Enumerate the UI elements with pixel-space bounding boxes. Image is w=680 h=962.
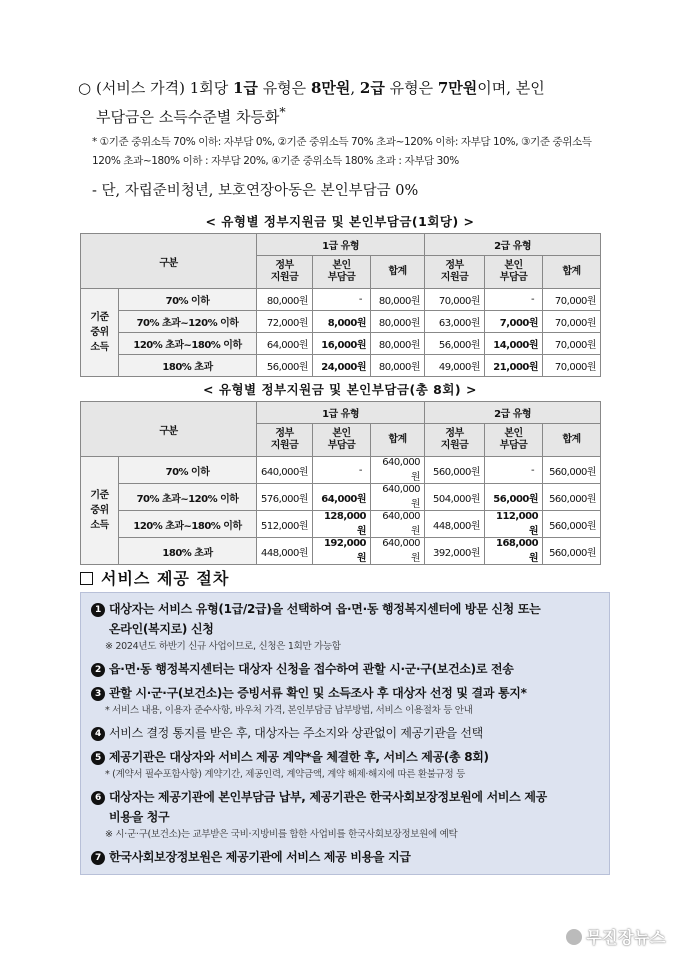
step-6-text: 대상자는 제공기관에 본인부담금 납부, 제공기관은 한국사회보장정보원에 서비스 제공 xyxy=(109,790,547,804)
step-3-text: 관할 시·군·구(보건소)는 증빙서류 확인 및 소득조사 후 대상자 선정 및 결과 통지* xyxy=(109,686,527,700)
table-row xyxy=(81,355,601,377)
income-level: 70% 초과~120% 이하 xyxy=(119,311,257,333)
number-1-icon: 1 xyxy=(91,603,105,617)
step-1-note: ※ 2024년도 하반기 신규 사업이므로, 신청은 1회만 가능함 xyxy=(105,641,341,652)
table2-header-group: 구분 xyxy=(81,402,257,457)
self-pay: 24,000원 xyxy=(313,355,371,377)
table-row xyxy=(81,511,601,538)
total: 640,000원 xyxy=(371,484,425,511)
self-pay: 7,000원 xyxy=(485,311,543,333)
gov-support: 392,000원 xyxy=(425,538,485,565)
self-pay: - xyxy=(485,289,543,311)
table-row xyxy=(81,538,601,565)
self-pay: 112,000원 xyxy=(485,511,543,538)
total: 640,000원 xyxy=(371,538,425,565)
self-pay: 168,000원 xyxy=(485,538,543,565)
self-pay: - xyxy=(313,457,371,484)
step-1 xyxy=(91,599,599,639)
income-level: 70% 이하 xyxy=(119,289,257,311)
table2-header-type2: 2급 유형 xyxy=(425,402,601,424)
total: 560,000원 xyxy=(543,457,601,484)
total: 640,000원 xyxy=(371,511,425,538)
table1-col-self-2: 본인 부담금 xyxy=(485,256,543,289)
income-level: 180% 초과 xyxy=(119,538,257,565)
table1-col-self-1: 본인 부담금 xyxy=(313,256,371,289)
step-5-note: * (계약서 필수포함사항) 계약기간, 제공인력, 계약금액, 계약 해제·해지에 따른 환불규정 등 xyxy=(105,769,466,780)
income-level: 120% 초과~180% 이하 xyxy=(119,333,257,355)
table-row xyxy=(81,311,601,333)
total: 640,000원 xyxy=(371,457,425,484)
step-5 xyxy=(91,747,599,767)
table1-header-type1: 1급 유형 xyxy=(257,234,425,256)
table-row xyxy=(81,484,601,511)
table2-col-sum-1: 합계 xyxy=(371,424,425,457)
gov-support: 49,000원 xyxy=(425,355,485,377)
circle-bullet-icon: ○ xyxy=(78,79,92,97)
gov-support: 448,000원 xyxy=(425,511,485,538)
gov-support: 56,000원 xyxy=(257,355,313,377)
table1-col-sum-2: 합계 xyxy=(543,256,601,289)
total: 80,000원 xyxy=(371,333,425,355)
price-type2: 2급 xyxy=(359,79,385,97)
gov-support: 512,000원 xyxy=(257,511,313,538)
price-text-i: 이며, 본인 xyxy=(477,79,545,97)
table2-col-gov-1: 정부 지원금 xyxy=(257,424,313,457)
price-type1: 1급 xyxy=(232,79,258,97)
table1-header-type2: 2급 유형 xyxy=(425,234,601,256)
table1-col-gov-1: 정부 지원금 xyxy=(257,256,313,289)
table-row xyxy=(81,457,601,484)
step-1-text-cont: 온라인(복지로) 신청 xyxy=(109,622,214,636)
step-4 xyxy=(91,723,599,743)
gov-support: 56,000원 xyxy=(425,333,485,355)
table2-col-self-1: 본인 부담금 xyxy=(313,424,371,457)
income-level: 180% 초과 xyxy=(119,355,257,377)
table2-col-self-2: 본인 부담금 xyxy=(485,424,543,457)
step-7-text: 한국사회보장정보원은 제공기관에 서비스 제공 비용을 지급 xyxy=(109,850,411,864)
number-2-icon: 2 xyxy=(91,663,105,677)
checkbox-square-icon xyxy=(80,572,93,585)
total: 80,000원 xyxy=(371,355,425,377)
number-5-icon: 5 xyxy=(91,751,105,765)
step-5-text: 제공기관은 대상자와 서비스 제공 계약*을 체결한 후, 서비스 제공(총 8회) xyxy=(109,750,489,764)
total: 560,000원 xyxy=(543,484,601,511)
income-level: 70% 초과~120% 이하 xyxy=(119,484,257,511)
table1-col-sum-1: 합계 xyxy=(371,256,425,289)
total: 560,000원 xyxy=(543,538,601,565)
self-pay: - xyxy=(313,289,371,311)
watermark-logo-icon xyxy=(566,929,582,945)
table2-col-sum-2: 합계 xyxy=(543,424,601,457)
self-pay: 56,000원 xyxy=(485,484,543,511)
watermark-text: 무진장뉴스 xyxy=(586,928,666,947)
section-title xyxy=(80,566,229,589)
self-pay: 192,000원 xyxy=(313,538,371,565)
self-pay: - xyxy=(485,457,543,484)
exception-line: - 단, 자립준비청년, 보호연장아동은 본인부담금 0% xyxy=(92,183,419,199)
self-pay: 16,000원 xyxy=(313,333,371,355)
income-level: 120% 초과~180% 이하 xyxy=(119,511,257,538)
total: 80,000원 xyxy=(371,289,425,311)
total: 80,000원 xyxy=(371,311,425,333)
gov-support: 560,000원 xyxy=(425,457,485,484)
step-6 xyxy=(91,787,599,827)
section-title-text: 서비스 제공 절차 xyxy=(101,569,230,588)
self-pay: 8,000원 xyxy=(313,311,371,333)
step-6-note: ※ 시·군·구(보건소)는 교부받은 국비·지방비를 합한 사업비를 한국사회보장정보원에 예탁 xyxy=(105,829,458,840)
step-3 xyxy=(91,683,599,703)
fee-table-total xyxy=(80,401,601,565)
step-3-note: * 서비스 내용, 이용자 준수사항, 바우처 가격, 본인부담금 납부방법, 서비스 이용절차 등 안내 xyxy=(105,705,473,716)
income-level: 70% 이하 xyxy=(119,457,257,484)
gov-support: 63,000원 xyxy=(425,311,485,333)
price-amount1: 8만원 xyxy=(310,79,351,97)
self-pay: 14,000원 xyxy=(485,333,543,355)
number-7-icon: 7 xyxy=(91,851,105,865)
total: 70,000원 xyxy=(543,289,601,311)
table2-category: 기준 중위 소득 xyxy=(81,457,119,565)
table2-col-gov-2: 정부 지원금 xyxy=(425,424,485,457)
gov-support: 448,000원 xyxy=(257,538,313,565)
price-text-g: 유형은 xyxy=(384,79,438,97)
procedure-box xyxy=(80,592,610,875)
table2-title: < 유형별 정부지원금 및 본인부담금(총 8회) > xyxy=(203,382,477,397)
price-text-c: 유형은 xyxy=(257,79,311,97)
price-text-a: (서비스 가격) 1회당 xyxy=(96,79,233,97)
fee-table-per-session xyxy=(80,233,601,377)
table1-title: < 유형별 정부지원금 및 본인부담금(1회당) > xyxy=(205,214,475,229)
copay-note: * ①기준 중위소득 70% 이하: 자부담 0%, ②기준 중위소득 70% 초과~120% 이하: 자부담 10%, ③기준 중위소득 120% 초과~180% 이하 : 자부담 20%, ④기준 중위소득 180% 초과 : 자부담 30% xyxy=(92,136,592,167)
table1-header-group: 구분 xyxy=(81,234,257,289)
number-4-icon: 4 xyxy=(91,727,105,741)
table-row xyxy=(81,333,601,355)
self-pay: 128,000원 xyxy=(313,511,371,538)
table1-col-gov-2: 정부 지원금 xyxy=(425,256,485,289)
watermark xyxy=(566,925,666,948)
number-3-icon: 3 xyxy=(91,687,105,701)
total: 70,000원 xyxy=(543,355,601,377)
price-line2: 부담금은 소득수준별 차등화 xyxy=(96,108,280,126)
gov-support: 504,000원 xyxy=(425,484,485,511)
step-4-text: 서비스 결정 통지를 받은 후, 대상자는 주소지와 상관없이 제공기관을 선택 xyxy=(109,726,483,740)
price-bullet xyxy=(78,76,638,129)
gov-support: 70,000원 xyxy=(425,289,485,311)
gov-support: 80,000원 xyxy=(257,289,313,311)
total: 70,000원 xyxy=(543,333,601,355)
step-2-text: 읍·면·동 행정복지센터는 대상자 신청을 접수하여 관할 시·군·구(보건소)로 전송 xyxy=(109,662,514,676)
step-7 xyxy=(91,847,599,867)
gov-support: 72,000원 xyxy=(257,311,313,333)
price-line2-star: * xyxy=(279,104,286,119)
gov-support: 64,000원 xyxy=(257,333,313,355)
total: 70,000원 xyxy=(543,311,601,333)
table2-header-type1: 1급 유형 xyxy=(257,402,425,424)
table-row xyxy=(81,289,601,311)
price-text-e: , xyxy=(350,79,360,97)
step-6-text-cont: 비용을 청구 xyxy=(109,810,170,824)
price-amount2: 7만원 xyxy=(437,79,478,97)
step-2 xyxy=(91,659,599,679)
step-1-text: 대상자는 서비스 유형(1급/2급)을 선택하여 읍·면·동 행정복지센터에 방문 신청 또는 xyxy=(109,602,541,616)
table1-category: 기준 중위 소득 xyxy=(81,289,119,377)
total: 560,000원 xyxy=(543,511,601,538)
self-pay: 21,000원 xyxy=(485,355,543,377)
gov-support: 576,000원 xyxy=(257,484,313,511)
gov-support: 640,000원 xyxy=(257,457,313,484)
number-6-icon: 6 xyxy=(91,791,105,805)
self-pay: 64,000원 xyxy=(313,484,371,511)
